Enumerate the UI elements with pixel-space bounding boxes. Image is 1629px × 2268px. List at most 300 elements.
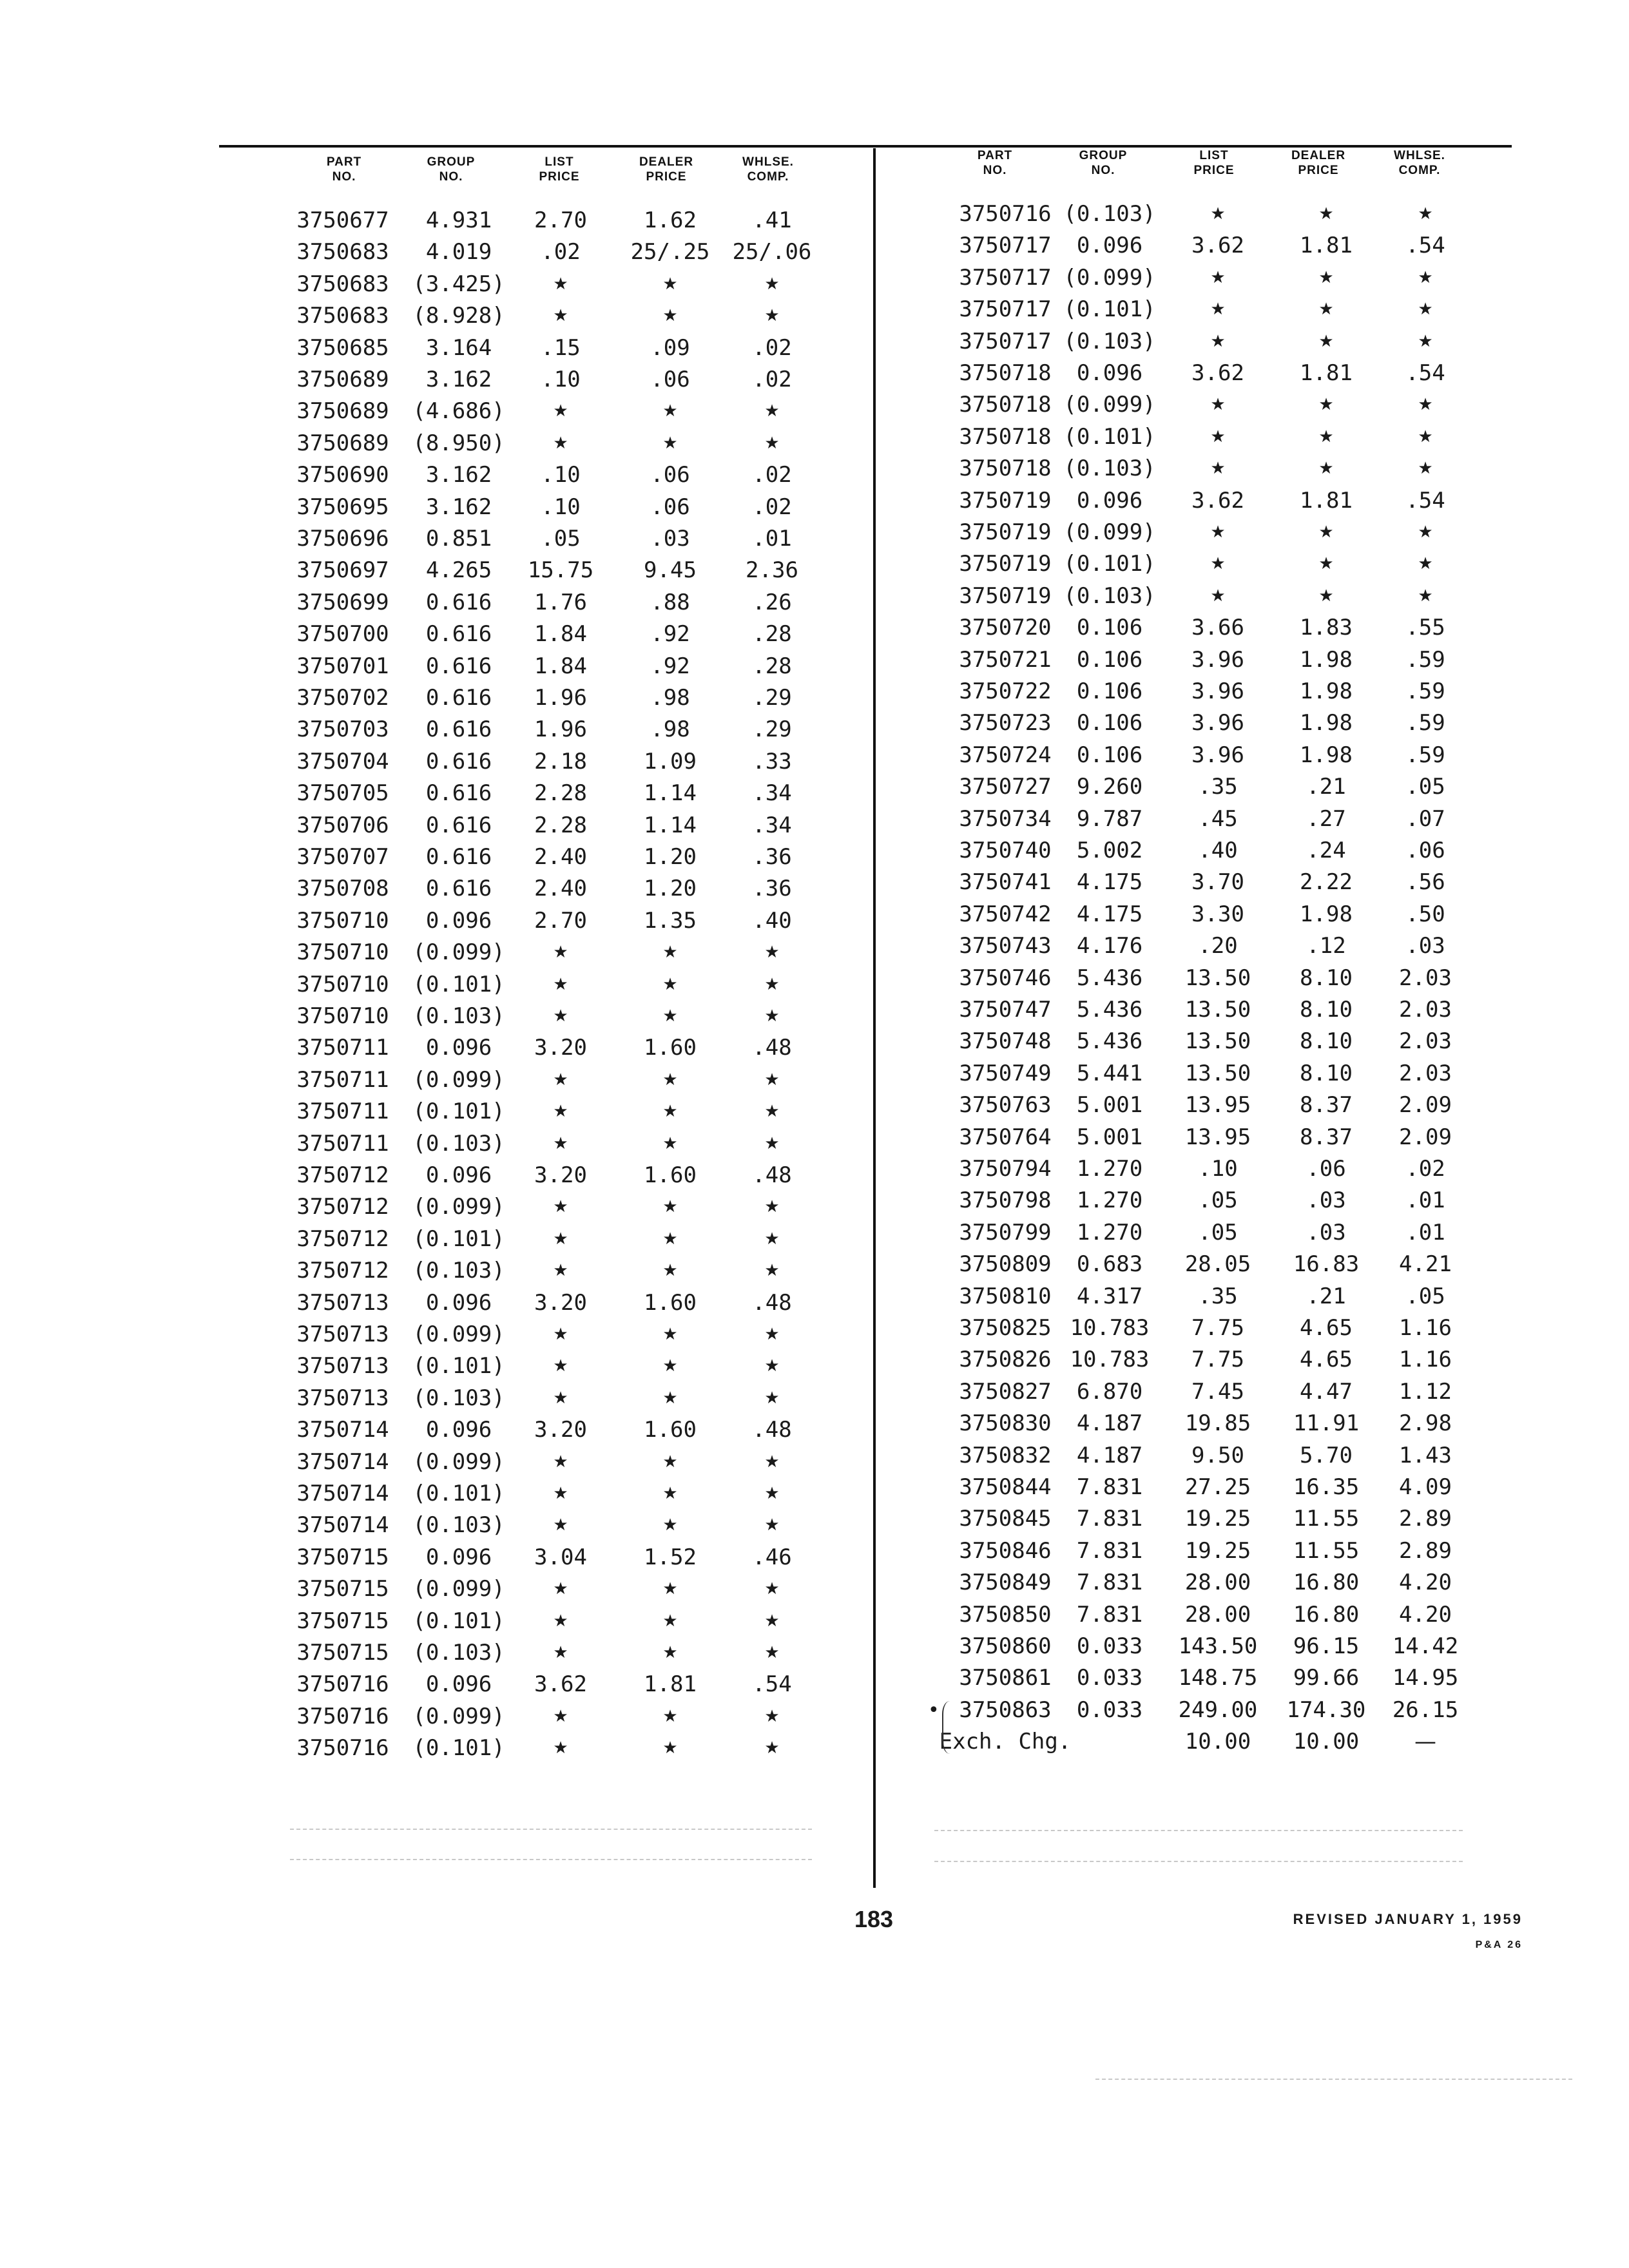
part-no-cell: 3750696: [296, 526, 389, 552]
right-header-group-no: GROUP NO.: [1079, 149, 1128, 177]
list-price-cell: ★: [553, 943, 568, 963]
list-price-cell: .35: [1198, 774, 1238, 800]
part-no-cell: 3750712: [296, 1162, 389, 1188]
whlse-comp-cell: ★: [1418, 300, 1433, 320]
dealer-price-cell: ★: [662, 1325, 678, 1344]
list-price-cell: .10: [541, 462, 581, 488]
dealer-price-cell: 174.30: [1286, 1696, 1366, 1723]
group-no-cell: 5.001: [1076, 1092, 1143, 1119]
part-no-cell: 3750717: [959, 328, 1052, 354]
dealer-price-cell: 1.60: [644, 1162, 697, 1188]
part-no-cell: 3750715: [296, 1576, 389, 1602]
left-header-dealer-price: DEALER PRICE: [639, 155, 694, 184]
whlse-comp-cell: ★: [1418, 427, 1433, 447]
dealer-price-cell: .92: [650, 653, 690, 679]
list-price-cell: ★: [553, 433, 568, 453]
part-no-cell: 3750844: [959, 1474, 1052, 1500]
part-no-cell: 3750720: [959, 615, 1052, 641]
dealer-price-cell: .21: [1306, 1283, 1346, 1309]
right-table-row: [0, 1408, 1629, 1439]
whlse-comp-cell: ★: [1418, 586, 1433, 606]
group-no-cell: (0.101): [412, 1099, 505, 1125]
part-no-cell: 3750677: [296, 207, 389, 233]
group-no-cell: (0.099): [412, 1066, 505, 1093]
right-header-dealer-price: DEALER PRICE: [1291, 149, 1346, 177]
group-no-cell: (0.101): [1063, 296, 1156, 323]
whlse-comp-cell: .02: [752, 494, 792, 520]
list-price-cell: ★: [553, 1484, 568, 1503]
whlse-comp-cell: ★: [1418, 204, 1433, 224]
footer-rule: [290, 1859, 812, 1860]
dealer-price-cell: 8.10: [1300, 997, 1353, 1023]
list-price-cell: ★: [553, 1643, 568, 1662]
whlse-comp-cell: ★: [764, 1515, 780, 1535]
list-price-cell: 3.20: [534, 1289, 587, 1316]
whlse-comp-cell: .36: [752, 844, 792, 870]
part-no-cell: 3750748: [959, 1028, 1052, 1055]
dealer-price-cell: ★: [662, 1102, 678, 1122]
list-price-cell: ★: [553, 1579, 568, 1599]
dealer-price-cell: 11.55: [1293, 1537, 1360, 1564]
dealer-price-cell: .03: [650, 526, 690, 552]
group-no-cell: 0.096: [425, 1544, 492, 1570]
whlse-comp-cell: ★: [764, 1229, 780, 1249]
list-price-cell: ★: [553, 1706, 568, 1726]
part-no-cell: 3750860: [959, 1633, 1052, 1659]
footer-rule: [290, 1829, 812, 1830]
part-no-cell: 3750704: [296, 748, 389, 774]
whlse-comp-cell: .26: [752, 589, 792, 615]
group-no-cell: (0.099): [412, 939, 505, 966]
list-price-cell: 1.84: [534, 621, 587, 648]
dealer-price-cell: 11.91: [1293, 1410, 1360, 1437]
whlse-comp-cell: .28: [752, 621, 792, 648]
list-price-cell: 19.25: [1184, 1537, 1251, 1564]
group-no-cell: 0.683: [1076, 1251, 1143, 1278]
whlse-comp-cell: 2.36: [746, 557, 798, 584]
part-no-cell: 3750747: [959, 997, 1052, 1023]
group-no-cell: (0.101): [412, 1608, 505, 1634]
part-no-cell: 3750708: [296, 876, 389, 902]
whlse-comp-cell: .02: [752, 334, 792, 361]
right-table-row: [0, 485, 1629, 517]
right-table-row: [0, 930, 1629, 962]
left-header-list-price: LIST PRICE: [539, 155, 580, 184]
group-no-cell: 5.002: [1076, 838, 1143, 863]
dealer-price-cell: 8.10: [1300, 965, 1353, 991]
dealer-price-cell: .88: [650, 589, 690, 615]
dealer-price-cell: 16.83: [1293, 1251, 1360, 1278]
right-table-row: [0, 1695, 1629, 1726]
whlse-comp-cell: ★: [1418, 523, 1433, 542]
group-no-cell: 0.616: [425, 621, 492, 648]
group-no-cell: 7.831: [1076, 1537, 1143, 1564]
whlse-comp-cell: ★: [764, 274, 780, 294]
whlse-comp-cell: .33: [752, 748, 792, 774]
whlse-comp-cell: .07: [1405, 805, 1445, 832]
list-price-cell: 1.76: [534, 589, 587, 615]
top-rule: [219, 145, 1512, 148]
list-price-cell: 13.50: [1184, 1028, 1251, 1055]
part-no-cell: 3750690: [296, 462, 389, 488]
whlse-comp-cell: .34: [752, 780, 792, 807]
whlse-comp-cell: 1.16: [1399, 1347, 1452, 1373]
part-no-cell: 3750763: [959, 1092, 1052, 1119]
dealer-price-cell: 2.22: [1300, 869, 1353, 896]
whlse-comp-cell: .55: [1405, 615, 1445, 641]
right-table-row: [0, 1312, 1629, 1344]
part-no-cell: 3750849: [959, 1570, 1052, 1596]
page-number: 183: [854, 1906, 894, 1932]
part-no-cell: 3750712: [296, 1194, 389, 1220]
list-price-cell: ★: [1210, 300, 1226, 320]
group-no-cell: (0.103): [412, 1385, 505, 1411]
part-no-cell: 3750710: [296, 1003, 389, 1029]
right-table-row: [0, 644, 1629, 676]
right-table-row: [0, 1726, 1629, 1758]
list-price-cell: 3.62: [1191, 487, 1244, 514]
dealer-price-cell: 1.98: [1300, 678, 1353, 704]
dealer-price-cell: 1.35: [644, 907, 697, 934]
part-no-cell: 3750723: [959, 710, 1052, 736]
whlse-comp-cell: 2.09: [1399, 1092, 1452, 1119]
dealer-price-cell: ★: [662, 1229, 678, 1249]
dealer-price-cell: .09: [650, 334, 690, 361]
right-table-row: [0, 1503, 1629, 1535]
part-no-cell: 3750794: [959, 1156, 1052, 1182]
group-no-cell: 9.260: [1076, 774, 1143, 800]
dealer-price-cell: ★: [662, 1738, 678, 1758]
group-no-cell: 0.616: [425, 748, 492, 774]
dealer-price-cell: ★: [1318, 331, 1334, 351]
group-no-cell: 10.783: [1070, 1315, 1150, 1341]
part-no-cell: 3750846: [959, 1537, 1052, 1564]
group-no-cell: (0.099): [412, 1448, 505, 1475]
whlse-comp-cell: .59: [1405, 646, 1445, 673]
part-no-cell: 3750826: [959, 1347, 1052, 1373]
list-price-cell: .02: [541, 239, 581, 265]
whlse-comp-cell: ★: [1418, 554, 1433, 574]
right-table-row: [0, 1662, 1629, 1694]
whlse-comp-cell: .40: [752, 907, 792, 934]
part-no-cell: 3750718: [959, 423, 1052, 450]
right-table-row: [0, 1281, 1629, 1312]
part-no-cell: 3750706: [296, 812, 389, 838]
dealer-price-cell: .98: [650, 716, 690, 743]
list-price-cell: .15: [541, 334, 581, 361]
list-price-cell: ★: [553, 1388, 568, 1408]
dealer-price-cell: 10.00: [1293, 1729, 1360, 1755]
dealer-price-cell: 1.98: [1300, 710, 1353, 736]
group-no-cell: (0.099): [412, 1321, 505, 1347]
list-price-cell: .10: [1198, 1156, 1238, 1182]
list-price-cell: 2.40: [534, 876, 587, 902]
whlse-comp-cell: .54: [1405, 487, 1445, 514]
right-table-row: [0, 548, 1629, 580]
dealer-price-cell: .24: [1306, 838, 1346, 863]
group-no-cell: 3.162: [425, 494, 492, 520]
dealer-price-cell: ★: [1318, 204, 1334, 224]
part-no-cell: 3750683: [296, 271, 389, 297]
dealer-price-cell: ★: [1318, 300, 1334, 320]
whlse-comp-cell: .46: [752, 1544, 792, 1570]
dealer-price-cell: ★: [662, 401, 678, 421]
list-price-cell: ★: [1210, 267, 1226, 287]
group-no-cell: 1.270: [1076, 1156, 1143, 1182]
dealer-price-cell: ★: [662, 1579, 678, 1599]
whlse-comp-cell: ★: [764, 1611, 780, 1631]
right-header-part-no: PART NO.: [977, 149, 1013, 177]
dealer-price-cell: 1.62: [644, 207, 697, 233]
right-table-row: [0, 867, 1629, 898]
group-no-cell: 5.436: [1076, 965, 1143, 991]
list-price-cell: 13.50: [1184, 965, 1251, 991]
group-no-cell: 0.851: [425, 526, 492, 552]
dealer-price-cell: 1.81: [1300, 487, 1353, 514]
group-no-cell: 5.001: [1076, 1124, 1143, 1150]
dealer-price-cell: 1.20: [644, 844, 697, 870]
part-no-cell: 3750810: [959, 1283, 1052, 1309]
dealer-price-cell: 25/.25: [630, 239, 710, 265]
part-no-cell: 3750719: [959, 519, 1052, 545]
dealer-price-cell: 16.35: [1293, 1474, 1360, 1500]
list-price-cell: 1.96: [534, 716, 587, 743]
whlse-comp-cell: .48: [752, 1289, 792, 1316]
list-price-cell: ★: [553, 974, 568, 994]
list-price-cell: ★: [553, 1006, 568, 1026]
group-no-cell: 7.831: [1076, 1601, 1143, 1628]
list-price-cell: 13.50: [1184, 997, 1251, 1023]
part-no-cell: 3750716: [296, 1735, 389, 1762]
group-no-cell: 0.616: [425, 716, 492, 743]
right-table-row: [0, 326, 1629, 358]
right-table-row: [0, 1631, 1629, 1662]
group-no-cell: (0.103): [412, 1003, 505, 1029]
group-no-cell: 5.436: [1076, 997, 1143, 1023]
part-no-cell: 3750714: [296, 1481, 389, 1506]
group-no-cell: 5.436: [1076, 1028, 1143, 1055]
group-no-cell: 0.616: [425, 589, 492, 615]
dealer-price-cell: .06: [650, 462, 690, 488]
group-no-cell: 9.787: [1076, 805, 1143, 832]
group-no-cell: 0.096: [425, 1035, 492, 1061]
left-header-part-no: PART NO.: [326, 155, 362, 184]
list-price-cell: ★: [553, 1070, 568, 1090]
part-no-cell: 3750711: [296, 1035, 389, 1061]
right-table-row: [0, 1090, 1629, 1121]
part-no-cell: 3750749: [959, 1060, 1052, 1086]
part-no-cell: 3750703: [296, 716, 389, 743]
group-no-cell: (0.101): [1063, 423, 1156, 450]
list-price-cell: ★: [553, 1325, 568, 1344]
part-no-cell: 3750700: [296, 621, 389, 648]
part-no-cell: 3750689: [296, 367, 389, 392]
dealer-price-cell: .27: [1306, 805, 1346, 832]
group-no-cell: 0.616: [425, 685, 492, 711]
whlse-comp-cell: ★: [764, 433, 780, 453]
list-price-cell: .05: [1198, 1187, 1238, 1214]
part-no-cell: 3750721: [959, 646, 1052, 673]
whlse-comp-cell: 14.95: [1392, 1665, 1459, 1691]
dealer-price-cell: 11.55: [1293, 1506, 1360, 1532]
whlse-comp-cell: 2.89: [1399, 1537, 1452, 1564]
dealer-price-cell: .06: [650, 367, 690, 392]
part-no-cell: 3750712: [296, 1225, 389, 1252]
group-no-cell: 0.106: [1076, 742, 1143, 768]
whlse-comp-cell: ★: [764, 1706, 780, 1726]
list-price-cell: .05: [541, 526, 581, 552]
dealer-price-cell: 16.80: [1293, 1601, 1360, 1628]
whlse-comp-cell: .29: [752, 685, 792, 711]
right-table-row: [0, 835, 1629, 867]
list-price-cell: 27.25: [1184, 1474, 1251, 1500]
group-no-cell: 3.162: [425, 367, 492, 392]
right-table-row: [0, 1535, 1629, 1567]
whlse-comp-cell: .01: [1405, 1219, 1445, 1245]
group-no-cell: 0.616: [425, 844, 492, 870]
whlse-comp-cell: 2.89: [1399, 1506, 1452, 1532]
right-table-row: [0, 963, 1629, 994]
whlse-comp-cell: 1.12: [1399, 1378, 1452, 1405]
part-no-cell: 3750719: [959, 551, 1052, 577]
whlse-comp-cell: .41: [752, 207, 792, 233]
footer-rule: [1095, 2079, 1572, 2080]
right-table-row: [0, 1122, 1629, 1153]
whlse-comp-cell: .02: [752, 462, 792, 488]
dealer-price-cell: .06: [1306, 1156, 1346, 1182]
whlse-comp-cell: .03: [1405, 933, 1445, 959]
dealer-price-cell: ★: [1318, 523, 1334, 542]
right-table-row: [0, 1153, 1629, 1185]
whlse-comp-cell: .54: [1405, 360, 1445, 386]
list-price-cell: 15.75: [527, 557, 594, 584]
group-no-cell: 4.931: [425, 207, 492, 233]
list-price-cell: 3.62: [1191, 233, 1244, 259]
group-no-cell: 7.831: [1076, 1506, 1143, 1532]
dealer-price-cell: 9.45: [644, 557, 697, 584]
dealer-price-cell: ★: [662, 274, 678, 294]
dealer-price-cell: .03: [1306, 1187, 1346, 1214]
right-table-row: [0, 707, 1629, 739]
dealer-price-cell: .03: [1306, 1219, 1346, 1245]
whlse-comp-cell: 2.03: [1399, 997, 1452, 1023]
part-no-cell: 3750718: [959, 392, 1052, 418]
group-no-cell: (0.099): [412, 1194, 505, 1220]
group-no-cell: 0.096: [425, 907, 492, 934]
right-table-row: [0, 198, 1629, 230]
part-no-cell: 3750741: [959, 869, 1052, 896]
group-no-cell: 0.106: [1076, 646, 1143, 673]
whlse-comp-cell: .28: [752, 653, 792, 679]
dealer-price-cell: 1.14: [644, 812, 697, 838]
part-no-cell: 3750718: [959, 360, 1052, 386]
part-no-cell: 3750850: [959, 1601, 1052, 1628]
dealer-price-cell: 96.15: [1293, 1633, 1360, 1659]
right-table-row: [0, 1185, 1629, 1216]
list-price-cell: 3.62: [1191, 360, 1244, 386]
list-price-cell: 2.70: [534, 907, 587, 934]
part-no-cell: 3750683: [296, 239, 389, 265]
whlse-comp-cell: ★: [764, 1133, 780, 1153]
dealer-price-cell: 8.37: [1300, 1092, 1353, 1119]
part-no-cell: 3750713: [296, 1321, 389, 1347]
part-no-cell: 3750716: [296, 1703, 389, 1729]
dealer-price-cell: ★: [662, 1356, 678, 1376]
part-no-cell: 3750799: [959, 1219, 1052, 1245]
whlse-comp-cell: .48: [752, 1162, 792, 1188]
list-price-cell: 9.50: [1191, 1442, 1244, 1468]
group-no-cell: (0.099): [412, 1703, 505, 1729]
list-price-cell: 2.18: [534, 748, 587, 774]
part-no-cell: 3750719: [959, 487, 1052, 514]
dealer-price-cell: ★: [662, 1197, 678, 1217]
list-price-cell: ★: [553, 1133, 568, 1153]
dealer-price-cell: ★: [662, 1133, 678, 1153]
right-table-row: [0, 740, 1629, 771]
list-price-cell: .10: [541, 494, 581, 520]
list-price-cell: ★: [553, 1197, 568, 1217]
right-table-row: [0, 1344, 1629, 1376]
dealer-price-cell: 1.09: [644, 748, 697, 774]
group-no-cell: (0.099): [1063, 264, 1156, 291]
list-price-cell: .10: [541, 367, 581, 392]
part-no-cell: 3750809: [959, 1251, 1052, 1278]
whlse-comp-cell: ★: [764, 1070, 780, 1090]
group-no-cell: (8.928): [412, 303, 505, 329]
right-table-row: [0, 1249, 1629, 1280]
whlse-comp-cell: 2.03: [1399, 965, 1452, 991]
group-no-cell: 0.033: [1076, 1696, 1143, 1723]
group-no-cell: (4.686): [412, 398, 505, 425]
whlse-comp-cell: ★: [764, 1006, 780, 1026]
dealer-price-cell: ★: [662, 1484, 678, 1503]
list-price-cell: ★: [553, 1356, 568, 1376]
dealer-price-cell: ★: [662, 943, 678, 963]
list-price-cell: ★: [1210, 554, 1226, 574]
right-header-list-price: LIST PRICE: [1193, 149, 1235, 177]
left-header-whlse-comp: WHLSE. COMP.: [742, 155, 794, 184]
exchange-brace: [942, 1701, 950, 1754]
part-no-cell: 3750715: [296, 1640, 389, 1666]
group-no-cell: 0.096: [425, 1289, 492, 1316]
list-price-cell: 13.50: [1184, 1060, 1251, 1086]
part-no-cell: 3750716: [296, 1671, 389, 1698]
dealer-price-cell: .21: [1306, 774, 1346, 800]
part-no-cell: 3750695: [296, 494, 389, 520]
whlse-comp-cell: ★: [1418, 395, 1433, 415]
dealer-price-cell: 1.98: [1300, 646, 1353, 673]
list-price-cell: 7.75: [1191, 1347, 1244, 1373]
list-price-cell: 1.96: [534, 685, 587, 711]
list-price-cell: 2.28: [534, 812, 587, 838]
whlse-comp-cell: ★: [1418, 459, 1433, 479]
left-header-group-no: GROUP NO.: [427, 155, 476, 184]
dealer-price-cell: 1.60: [644, 1289, 697, 1316]
dealer-price-cell: 1.81: [644, 1671, 697, 1698]
right-table-row: [0, 262, 1629, 294]
whlse-comp-cell: ★: [764, 1738, 780, 1758]
group-no-cell: (0.101): [1063, 551, 1156, 577]
whlse-comp-cell: .50: [1405, 901, 1445, 927]
group-no-cell: (0.101): [412, 1481, 505, 1506]
page-code: P&A 26: [1475, 1939, 1523, 1950]
dealer-price-cell: 1.81: [1300, 233, 1353, 259]
dealer-price-cell: 8.37: [1300, 1124, 1353, 1150]
right-header-whlse-comp: WHLSE. COMP.: [1394, 149, 1445, 177]
part-no-cell: 3750746: [959, 965, 1052, 991]
list-price-cell: 7.75: [1191, 1315, 1244, 1341]
list-price-cell: 3.04: [534, 1544, 587, 1570]
